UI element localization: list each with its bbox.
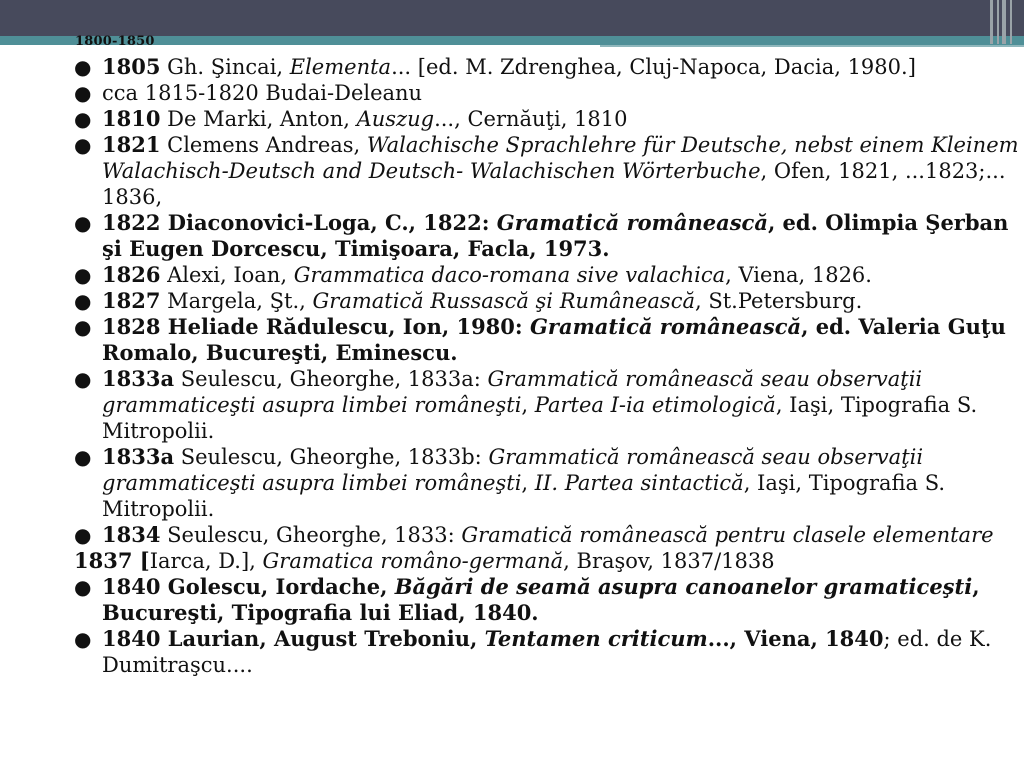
accent-strip-thin (600, 45, 1024, 47)
bibliography-entry (74, 288, 1020, 314)
entry-text: , ed. Valeria Guţu Romalo, Bucureşti, Eminescu. (102, 314, 1006, 365)
entry-text: , St.Petersburg. (695, 289, 863, 313)
entry-text: Heliade Rădulescu, Ion, 1980: (160, 314, 530, 339)
entry-text: ..., Cernăuţi, 1810 (434, 107, 628, 131)
bullet-icon: ● (74, 315, 92, 339)
entry-text: Tentamen criticum (484, 626, 708, 651)
entry-year: 1827 (102, 288, 161, 313)
bibliography-list (74, 54, 1020, 678)
entry-text: Elementa (289, 55, 392, 79)
entry-text: Gramatică românească (496, 210, 768, 235)
entry-text: , (521, 393, 535, 417)
bullet-icon: ● (74, 263, 92, 287)
entry-text: Partea I-ia etimologică (534, 393, 776, 417)
entry-text: Gramatică Russască şi Rumânească (312, 289, 695, 313)
entry-year: 1840 (102, 626, 161, 651)
entry-text: Grammatică românească seau observaţii grammaticeşti asupra limbei româneşti (102, 367, 923, 417)
entry-text: Grammatică românească seau observaţii grammaticeşti asupra limbei româneşti (102, 445, 924, 495)
entry-text: II. Partea sintactică (534, 471, 744, 495)
entry-text: [ (132, 548, 150, 573)
bullet-icon: ● (74, 523, 92, 547)
bibliography-entry (74, 54, 1020, 80)
entry-text: , Bucureşti, Tipografia lui Eliad, 1840. (102, 574, 980, 625)
entry-text: Alexi, Ioan, (160, 263, 294, 287)
entry-text: De Marki, Anton, (160, 107, 357, 131)
entry-year: 1822 (102, 210, 161, 235)
entry-text: Iarca, D.], (149, 549, 263, 573)
entry-text: ... [ed. M. Zdrenghea, Cluj-Napoca, Dacia, 1980.] (391, 55, 916, 79)
bibliography-entry (74, 626, 1020, 678)
entry-text: Clemens Andreas, (160, 133, 367, 157)
title-bar (0, 0, 1024, 36)
bullet-icon: ● (74, 445, 92, 469)
entry-text: Seulescu, Gheorghe, 1833a: (174, 367, 488, 391)
decorative-lines (990, 0, 1016, 44)
bibliography-entry (74, 444, 1020, 522)
entry-text: Laurian, August Treboniu, (160, 626, 485, 651)
bullet-icon: ● (74, 211, 92, 235)
entry-text: Seulescu, Gheorghe, 1833b: (174, 445, 489, 469)
entry-year: 1810 (102, 106, 161, 131)
bullet-icon: ● (74, 55, 92, 79)
entry-text: Margela, Şt., (160, 289, 313, 313)
entry-text: ; ed. de K. Dumitraşcu.... (102, 627, 992, 677)
entry-text: Gh. Şincai, (160, 55, 290, 79)
entry-text: , (521, 471, 535, 495)
entry-text: , Ofen, 1821, ...1823;... 1836, (102, 159, 1006, 209)
entry-year: 1834 (102, 522, 161, 547)
entry-year: 1828 (102, 314, 161, 339)
entry-text: Gramatica româno-germană (262, 549, 564, 573)
entry-text: cca 1815-1820 Budai-Deleanu (102, 81, 423, 105)
entry-text: , Viena, 1826. (725, 263, 872, 287)
bullet-icon: ● (74, 107, 92, 131)
bullet-icon: ● (74, 289, 92, 313)
bibliography-entry (74, 106, 1020, 132)
entry-year: 1805 (102, 54, 161, 79)
entry-text: ..., Viena, 1840 (707, 626, 884, 651)
bullet-icon: ● (74, 367, 92, 391)
entry-text: Auszug (356, 107, 435, 131)
bibliography-entry (74, 522, 1020, 548)
entry-year: 1833a (102, 366, 175, 391)
entry-year: 1826 (102, 262, 161, 287)
bibliography-entry (74, 132, 1020, 210)
bibliography-entry (74, 210, 1020, 262)
entry-text: , Iaşi, Tipografia S. Mitropolii. (102, 471, 946, 521)
entry-text: Băgări de seamă asupra canoanelor gramaticeşti (394, 574, 973, 599)
bibliography-entry (74, 574, 1020, 626)
entry-text: Golescu, Iordache, (160, 574, 395, 599)
entry-text: Gramatică românească (529, 314, 802, 339)
entry-year: 1840 (102, 574, 161, 599)
entry-year: 1821 (102, 132, 161, 157)
bullet-icon: ● (74, 575, 92, 599)
bullet-icon: ● (74, 133, 92, 157)
entry-text: Walachische Sprachlehre für Deutsche, nebst einem Kleinem Walachisch-Deutsch and Deutsch- Walachischen Wörterbuche (102, 133, 1019, 183)
bibliography-entry (74, 314, 1020, 366)
bullet-icon: ● (74, 81, 92, 105)
bibliography-entry (74, 80, 1020, 106)
bibliography-entry (74, 366, 1020, 444)
entry-year: 1833a (102, 444, 175, 469)
bibliography-entry (74, 548, 1020, 574)
bullet-icon: ● (74, 627, 92, 651)
entry-text: , ed. Olimpia Şerban şi Eugen Dorcescu, Timişoara, Facla, 1973. (102, 210, 1009, 261)
entry-text: , Iaşi, Tipografia S. Mitropolii. (102, 393, 978, 443)
entry-text: Diaconovici-Loga, C., 1822: (160, 210, 497, 235)
entry-text: Seulescu, Gheorghe, 1833: (160, 523, 462, 547)
entry-text: Grammatica daco-romana sive valachica (293, 263, 726, 287)
bibliography-entry (74, 262, 1020, 288)
entry-text: Gramatică românească pentru clasele elementare (461, 523, 994, 547)
period-heading: 1800-1850 (75, 34, 155, 49)
entry-year: 1837 (74, 548, 133, 573)
entry-text: , Braşov, 1837/1838 (563, 549, 775, 573)
